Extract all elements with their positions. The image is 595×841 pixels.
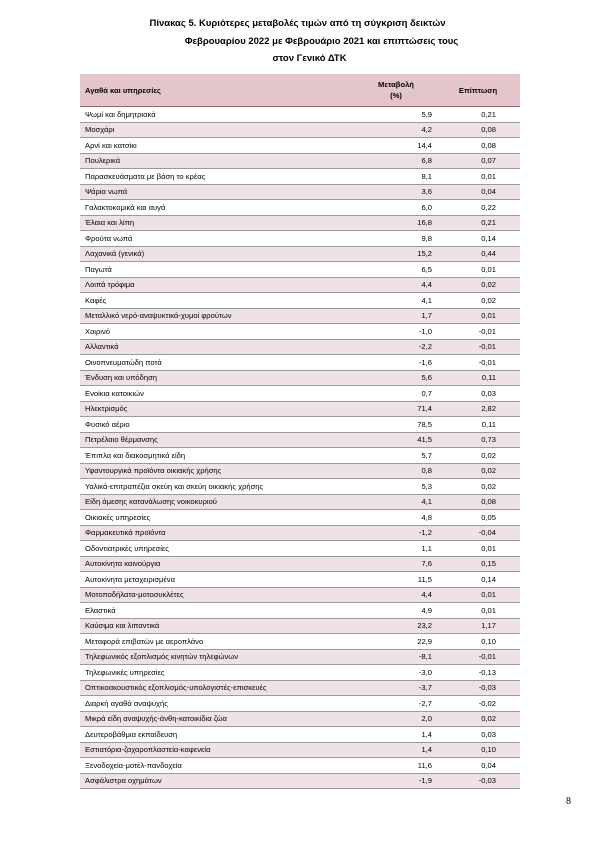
row-change: 5,9	[356, 107, 436, 123]
row-impact: 0,14	[436, 572, 520, 588]
table-row	[80, 293, 520, 309]
row-impact: 0,02	[436, 479, 520, 495]
row-change: 14,4	[356, 138, 436, 154]
row-name: Αρνί και κατσίκι	[80, 138, 356, 154]
table-row	[80, 122, 520, 138]
row-name: Παρασκευάσματα με βάση το κρέας	[80, 169, 356, 185]
row-impact: 0,04	[436, 184, 520, 200]
row-name: Μοσχάρι	[80, 122, 356, 138]
header-change	[356, 74, 436, 107]
table-row	[80, 479, 520, 495]
header-change-unit: (%)	[390, 91, 402, 100]
table-header-row	[80, 74, 520, 107]
row-name: Τηλεφωνικές υπηρεσίες	[80, 665, 356, 681]
row-impact: 0,03	[436, 727, 520, 743]
row-change: 16,8	[356, 215, 436, 231]
row-name: Ψάρια νωπά	[80, 184, 356, 200]
row-name: Δευτεροβάθμια εκπαίδευση	[80, 727, 356, 743]
row-name: Ηλεκτρισμός	[80, 401, 356, 417]
header-change-label: Μεταβολή	[378, 80, 414, 89]
row-impact: 0,11	[436, 370, 520, 386]
table-row	[80, 370, 520, 386]
row-name: Διαρκή αγαθά αναψυχής	[80, 696, 356, 712]
row-name: Αυτοκίνητα καινούργια	[80, 556, 356, 572]
row-impact: -0,13	[436, 665, 520, 681]
row-change: 71,4	[356, 401, 436, 417]
row-impact: 0,11	[436, 417, 520, 433]
row-change: 22,9	[356, 634, 436, 650]
row-impact: 0,08	[436, 122, 520, 138]
row-impact: 0,08	[436, 138, 520, 154]
row-impact: 0,22	[436, 200, 520, 216]
row-name: Έλαια και λίπη	[80, 215, 356, 231]
row-change: 0,7	[356, 386, 436, 402]
row-change: 4,2	[356, 122, 436, 138]
table-row	[80, 618, 520, 634]
table-row	[80, 587, 520, 603]
row-impact: 0,03	[436, 386, 520, 402]
table-row	[80, 277, 520, 293]
row-impact: -0,01	[436, 355, 520, 371]
row-change: -1,0	[356, 324, 436, 340]
row-change: 1,4	[356, 727, 436, 743]
row-change: 9,8	[356, 231, 436, 247]
row-name: Χοιρινό	[80, 324, 356, 340]
table-row	[80, 696, 520, 712]
table-row	[80, 572, 520, 588]
row-name: Γαλακτοκομικά και αυγά	[80, 200, 356, 216]
row-impact: 0,08	[436, 494, 520, 510]
row-name: Λαχανικά (γενικά)	[80, 246, 356, 262]
row-name: Μικρά είδη αναψυχής-άνθη-κατοικίδια ζώα	[80, 711, 356, 727]
row-name: Φρούτα νωπά	[80, 231, 356, 247]
table-body	[80, 107, 520, 789]
header-goods-services: Αγαθά και υπηρεσίες	[80, 74, 356, 107]
row-change: -3,7	[356, 680, 436, 696]
row-change: 11,6	[356, 758, 436, 774]
row-name: Τηλεφωνικός εξοπλισμός κινητών τηλεφώνων	[80, 649, 356, 665]
row-name: Ενοίκια κατοικιών	[80, 386, 356, 402]
table-row	[80, 541, 520, 557]
row-change: 4,8	[356, 510, 436, 526]
row-impact: 0,01	[436, 169, 520, 185]
table-row	[80, 215, 520, 231]
row-name: Είδη άμεσης κατανάλωσης νοικοκυριού	[80, 494, 356, 510]
row-impact: 0,10	[436, 742, 520, 758]
row-change: 1,1	[356, 541, 436, 557]
row-name: Καφές	[80, 293, 356, 309]
table-row	[80, 711, 520, 727]
row-name: Ψωμί και δημητριακά	[80, 107, 356, 123]
table-row	[80, 463, 520, 479]
row-impact: 0,02	[436, 448, 520, 464]
row-name: Μοτοποδήλατα-μοτοσυκλέτες	[80, 587, 356, 603]
row-impact: -0,04	[436, 525, 520, 541]
row-change: 5,6	[356, 370, 436, 386]
row-name: Ξενοδοχεία-μοτέλ-πανδοχεία	[80, 758, 356, 774]
row-change: -1,6	[356, 355, 436, 371]
row-impact: 0,01	[436, 262, 520, 278]
table-row	[80, 603, 520, 619]
row-name: Οινοπνευματώδη ποτά	[80, 355, 356, 371]
row-impact: -0,03	[436, 680, 520, 696]
table-row	[80, 758, 520, 774]
row-name: Πετρέλαιο θέρμανσης	[80, 432, 356, 448]
table-row	[80, 355, 520, 371]
row-impact: 0,07	[436, 153, 520, 169]
table-row	[80, 448, 520, 464]
table-row	[80, 525, 520, 541]
row-impact: -0,01	[436, 649, 520, 665]
row-name: Εστιατόρια-ζαχαροπλαστεία-καφενεία	[80, 742, 356, 758]
table-row	[80, 680, 520, 696]
table-row	[80, 324, 520, 340]
row-name: Υαλικά-επιτραπέζια σκεύη και σκεύη οικιακής χρήσης	[80, 479, 356, 495]
row-change: 78,5	[356, 417, 436, 433]
row-change: 41,5	[356, 432, 436, 448]
row-change: -1,2	[356, 525, 436, 541]
row-impact: 0,02	[436, 277, 520, 293]
row-impact: 0,14	[436, 231, 520, 247]
row-impact: 0,21	[436, 107, 520, 123]
row-change: 6,0	[356, 200, 436, 216]
row-name: Μεταφορά επιβατών με αεροπλάνο	[80, 634, 356, 650]
row-name: Ένδυση και υπόδηση	[80, 370, 356, 386]
row-impact: 0,05	[436, 510, 520, 526]
row-impact: 0,01	[436, 541, 520, 557]
row-impact: -0,01	[436, 339, 520, 355]
table-row	[80, 246, 520, 262]
row-change: 5,3	[356, 479, 436, 495]
table-title-line2: Φεβρουαρίου 2022 με Φεβρουάριο 2021 και επιπτώσεις τους	[184, 36, 459, 47]
row-change: 1,7	[356, 308, 436, 324]
row-impact: -0,02	[436, 696, 520, 712]
table-row	[80, 649, 520, 665]
row-name: Ελαστικά	[80, 603, 356, 619]
row-impact: 0,21	[436, 215, 520, 231]
row-name: Καύσιμα και λιπαντικά	[80, 618, 356, 634]
table-row	[80, 339, 520, 355]
row-impact: 0,44	[436, 246, 520, 262]
row-impact: 2,82	[436, 401, 520, 417]
row-name: Παγωτά	[80, 262, 356, 278]
row-change: 5,7	[356, 448, 436, 464]
row-name: Ασφάλιστρα οχημάτων	[80, 773, 356, 789]
table-row	[80, 107, 520, 123]
table-row	[80, 153, 520, 169]
row-change: 6,5	[356, 262, 436, 278]
table-row	[80, 417, 520, 433]
table-row	[80, 138, 520, 154]
row-change: 0,8	[356, 463, 436, 479]
row-name: Οπτικοακουστικός εξοπλισμός-υπολογιστές-επισκευές	[80, 680, 356, 696]
table-title-line1: Πίνακας 5. Κυριότερες μεταβολές τιμών από τη σύγκριση δεικτών	[149, 18, 446, 29]
row-name: Λοιπά τρόφιμα	[80, 277, 356, 293]
row-change: 4,4	[356, 277, 436, 293]
row-change: 8,1	[356, 169, 436, 185]
row-impact: 0,01	[436, 308, 520, 324]
price-changes-table	[80, 74, 520, 789]
row-change: 4,9	[356, 603, 436, 619]
row-change: 1,4	[356, 742, 436, 758]
row-name: Αλλαντικά	[80, 339, 356, 355]
row-change: 4,1	[356, 494, 436, 510]
table-row	[80, 432, 520, 448]
row-name: Φυσικό αέριο	[80, 417, 356, 433]
row-change: 7,6	[356, 556, 436, 572]
row-impact: -0,03	[436, 773, 520, 789]
row-impact: 1,17	[436, 618, 520, 634]
row-impact: 0,73	[436, 432, 520, 448]
table-row	[80, 262, 520, 278]
row-impact: 0,02	[436, 711, 520, 727]
row-impact: -0,01	[436, 324, 520, 340]
row-name: Οδοντιατρικές υπηρεσίες	[80, 541, 356, 557]
table-row	[80, 727, 520, 743]
row-change: -3,0	[356, 665, 436, 681]
row-name: Έπιπλα και διακοσμητικά είδη	[80, 448, 356, 464]
row-impact: 0,04	[436, 758, 520, 774]
row-name: Αυτοκίνητα μεταχειρισμένα	[80, 572, 356, 588]
table-row	[80, 231, 520, 247]
table-row	[80, 386, 520, 402]
table-row	[80, 308, 520, 324]
header-impact: Επίπτωση	[436, 74, 520, 107]
row-change: 11,5	[356, 572, 436, 588]
row-name: Υφαντουργικά προϊόντα οικιακής χρήσης	[80, 463, 356, 479]
row-change: 2,0	[356, 711, 436, 727]
row-name: Φαρμακευτικά προϊόντα	[80, 525, 356, 541]
row-impact: 0,10	[436, 634, 520, 650]
row-change: -2,7	[356, 696, 436, 712]
row-change: 15,2	[356, 246, 436, 262]
table-row	[80, 494, 520, 510]
row-change: -2,2	[356, 339, 436, 355]
row-change: 23,2	[356, 618, 436, 634]
row-impact: 0,02	[436, 293, 520, 309]
row-impact: 0,01	[436, 587, 520, 603]
table-row	[80, 200, 520, 216]
table-row	[80, 665, 520, 681]
row-name: Πουλερικά	[80, 153, 356, 169]
table-row	[80, 401, 520, 417]
row-change: 6,8	[356, 153, 436, 169]
row-impact: 0,15	[436, 556, 520, 572]
table-title-line3: στον Γενικό ΔΤΚ	[272, 53, 347, 64]
table-row	[80, 634, 520, 650]
table-row	[80, 556, 520, 572]
table-row	[80, 773, 520, 789]
page-number: 8	[566, 796, 571, 807]
row-change: 4,4	[356, 587, 436, 603]
table-row	[80, 742, 520, 758]
table-row	[80, 510, 520, 526]
row-impact: 0,02	[436, 463, 520, 479]
row-change: 3,6	[356, 184, 436, 200]
row-impact: 0,01	[436, 603, 520, 619]
table-row	[80, 184, 520, 200]
row-change: -1,9	[356, 773, 436, 789]
table-row	[80, 169, 520, 185]
row-change: 4,1	[356, 293, 436, 309]
row-change: -8,1	[356, 649, 436, 665]
row-name: Οικιακές υπηρεσίες	[80, 510, 356, 526]
row-name: Μεταλλικό νερό-αναψυκτικά-χυμοί φρούτων	[80, 308, 356, 324]
